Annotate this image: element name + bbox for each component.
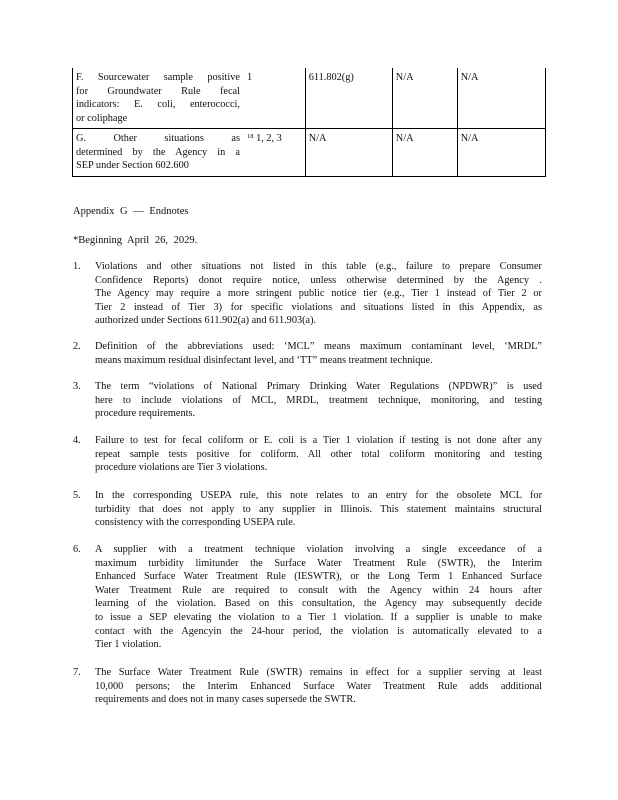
- citation-value: 611.802(g): [308, 72, 354, 83]
- endnote-line: here to include violations of MCL, MRDL, treatment technique, monitoring, and testing: [95, 394, 542, 406]
- endnote-line: repeat sample tests positive for coliform. All other total coliform monitoring and testing: [95, 448, 542, 460]
- description-line: F. Sourcewater sample positive: [76, 72, 240, 83]
- endnote-line: turbidity that does not apply to any supplier in Illinois. This statement maintains structural: [95, 503, 542, 515]
- na-value: N/A: [395, 72, 414, 83]
- endnote-text: [95, 380, 542, 421]
- na-value: N/A: [460, 72, 479, 83]
- endnote-line: Water Treatment Rule are required to consult with the Agency within 24 hours after: [95, 584, 542, 596]
- endnote-line: Confidence Reports) donot require notice, unless otherwise determined by the Agency .: [95, 274, 542, 286]
- description-line: G. Other situations as: [76, 133, 240, 144]
- endnote-text: [95, 340, 542, 367]
- endnote-number: 2.: [73, 341, 81, 352]
- na-cell: [392, 68, 457, 129]
- tier-cell: [244, 68, 305, 129]
- tier-value: 1: [246, 72, 253, 83]
- endnote-line: contact with the Agencyin the 24-hour period, the violation is automatically elevated to a: [95, 625, 542, 637]
- endnote-line: A supplier with a treatment technique violation involving a single exceedance of a: [95, 544, 542, 555]
- endnote-line: Enhanced Surface Water Treatment Rule (IESWTR), or the Long Term 1 Enhanced Surface: [95, 571, 542, 583]
- tier-cell: [244, 129, 305, 177]
- endnote-line: consistency with the corresponding USEPA rule.: [95, 517, 296, 529]
- citation-value: N/A: [308, 133, 327, 144]
- endnote-line: to issue a SEP elevating the violation to a Tier 1 violation. If a supplier is unable to make: [95, 611, 542, 623]
- endnote-marker: 18: [246, 133, 254, 140]
- endnote-number: 7.: [73, 667, 81, 678]
- endnote-line: procedure requirements.: [95, 408, 196, 420]
- description-line: for Groundwater Rule fecal: [76, 85, 240, 97]
- endnote-text: [95, 666, 542, 707]
- endnote-line: authorized under Sections 611.902(a) and 611.903(a).: [95, 315, 317, 327]
- endnote-number: 3.: [73, 381, 81, 392]
- citation-cell: [305, 129, 392, 177]
- violation-description-cell: [73, 68, 244, 129]
- citation-cell: [305, 68, 392, 129]
- table-row: [73, 129, 546, 177]
- na-cell: [392, 129, 457, 177]
- endnote-line: Definition of the abbreviations used: ‘MCL” means maximum contaminant level, ‘MRDL”: [95, 341, 542, 352]
- endnote-line: procedure violations are Tier 3 violations.: [95, 462, 268, 474]
- endnote-line: The term “violations of National Primary Drinking Water Regulations (NPDWR)” is used: [95, 381, 542, 392]
- table-row: [73, 68, 546, 129]
- endnote-line: maximum turbidity limitunder the Surface Water Treatment Rule (SWTR), the Interim: [95, 557, 542, 569]
- endnote-text: [95, 543, 542, 652]
- endnote-text: [95, 260, 542, 328]
- endnote-line: requirements and does not in many cases supersede the SWTR.: [95, 694, 356, 706]
- na-cell: [457, 129, 545, 177]
- endnote-line: Tier 1 violation.: [95, 639, 162, 651]
- endnote-number: 5.: [73, 490, 81, 501]
- public-notice-table: [72, 68, 546, 177]
- na-cell: [457, 68, 545, 129]
- endnote-number: 4.: [73, 435, 81, 446]
- endnote-line: means maximum residual disinfectant level, and ‘TT” means treatment technique.: [95, 354, 433, 366]
- effective-date-note: *Beginning April 26, 2029.: [73, 235, 198, 246]
- endnote-line: The Agency may require a more stringent public notice tier (e.g., Tier 1 instead of Tier 2 or: [95, 288, 542, 300]
- endnote-text: [95, 489, 542, 530]
- endnote-number: 6.: [73, 544, 81, 555]
- tier-value: 1, 2, 3: [256, 133, 282, 144]
- description-line: SEP under Section 602.600: [76, 160, 189, 171]
- na-value: N/A: [395, 133, 414, 144]
- endnote-line: Tier 2 instead of Tier 3) for specific violations and situations listed in this Appendix, as: [95, 301, 542, 313]
- endnote-line: The Surface Water Treatment Rule (SWTR) remains in effect for a supplier serving at least: [95, 667, 542, 678]
- endnote-line: learning of the violation. Based on this consultation, the Agency may subsequently decide: [95, 598, 542, 610]
- description-line: indicators: E. coli, enterococci,: [76, 99, 240, 110]
- endnote-text: [95, 434, 542, 475]
- endnote-line: 10,000 persons; the Interim Enhanced Surface Water Treatment Rule adds additional: [95, 680, 542, 692]
- na-value: N/A: [460, 133, 479, 144]
- endnotes-heading: Appendix G — Endnotes: [73, 206, 189, 217]
- endnote-line: Failure to test for fecal coliform or E. coli is a Tier 1 violation if testing is not done after any: [95, 435, 542, 446]
- endnote-number: 1.: [73, 261, 81, 272]
- endnote-line: In the corresponding USEPA rule, this note relates to an entry for the obsolete MCL for: [95, 490, 542, 501]
- endnote-line: Violations and other situations not listed in this table (e.g., failure to prepare Consumer: [95, 261, 542, 272]
- description-line: or coliphage: [76, 112, 128, 124]
- violation-description-cell: [73, 129, 244, 177]
- description-line: determined by the Agency in a: [76, 146, 240, 158]
